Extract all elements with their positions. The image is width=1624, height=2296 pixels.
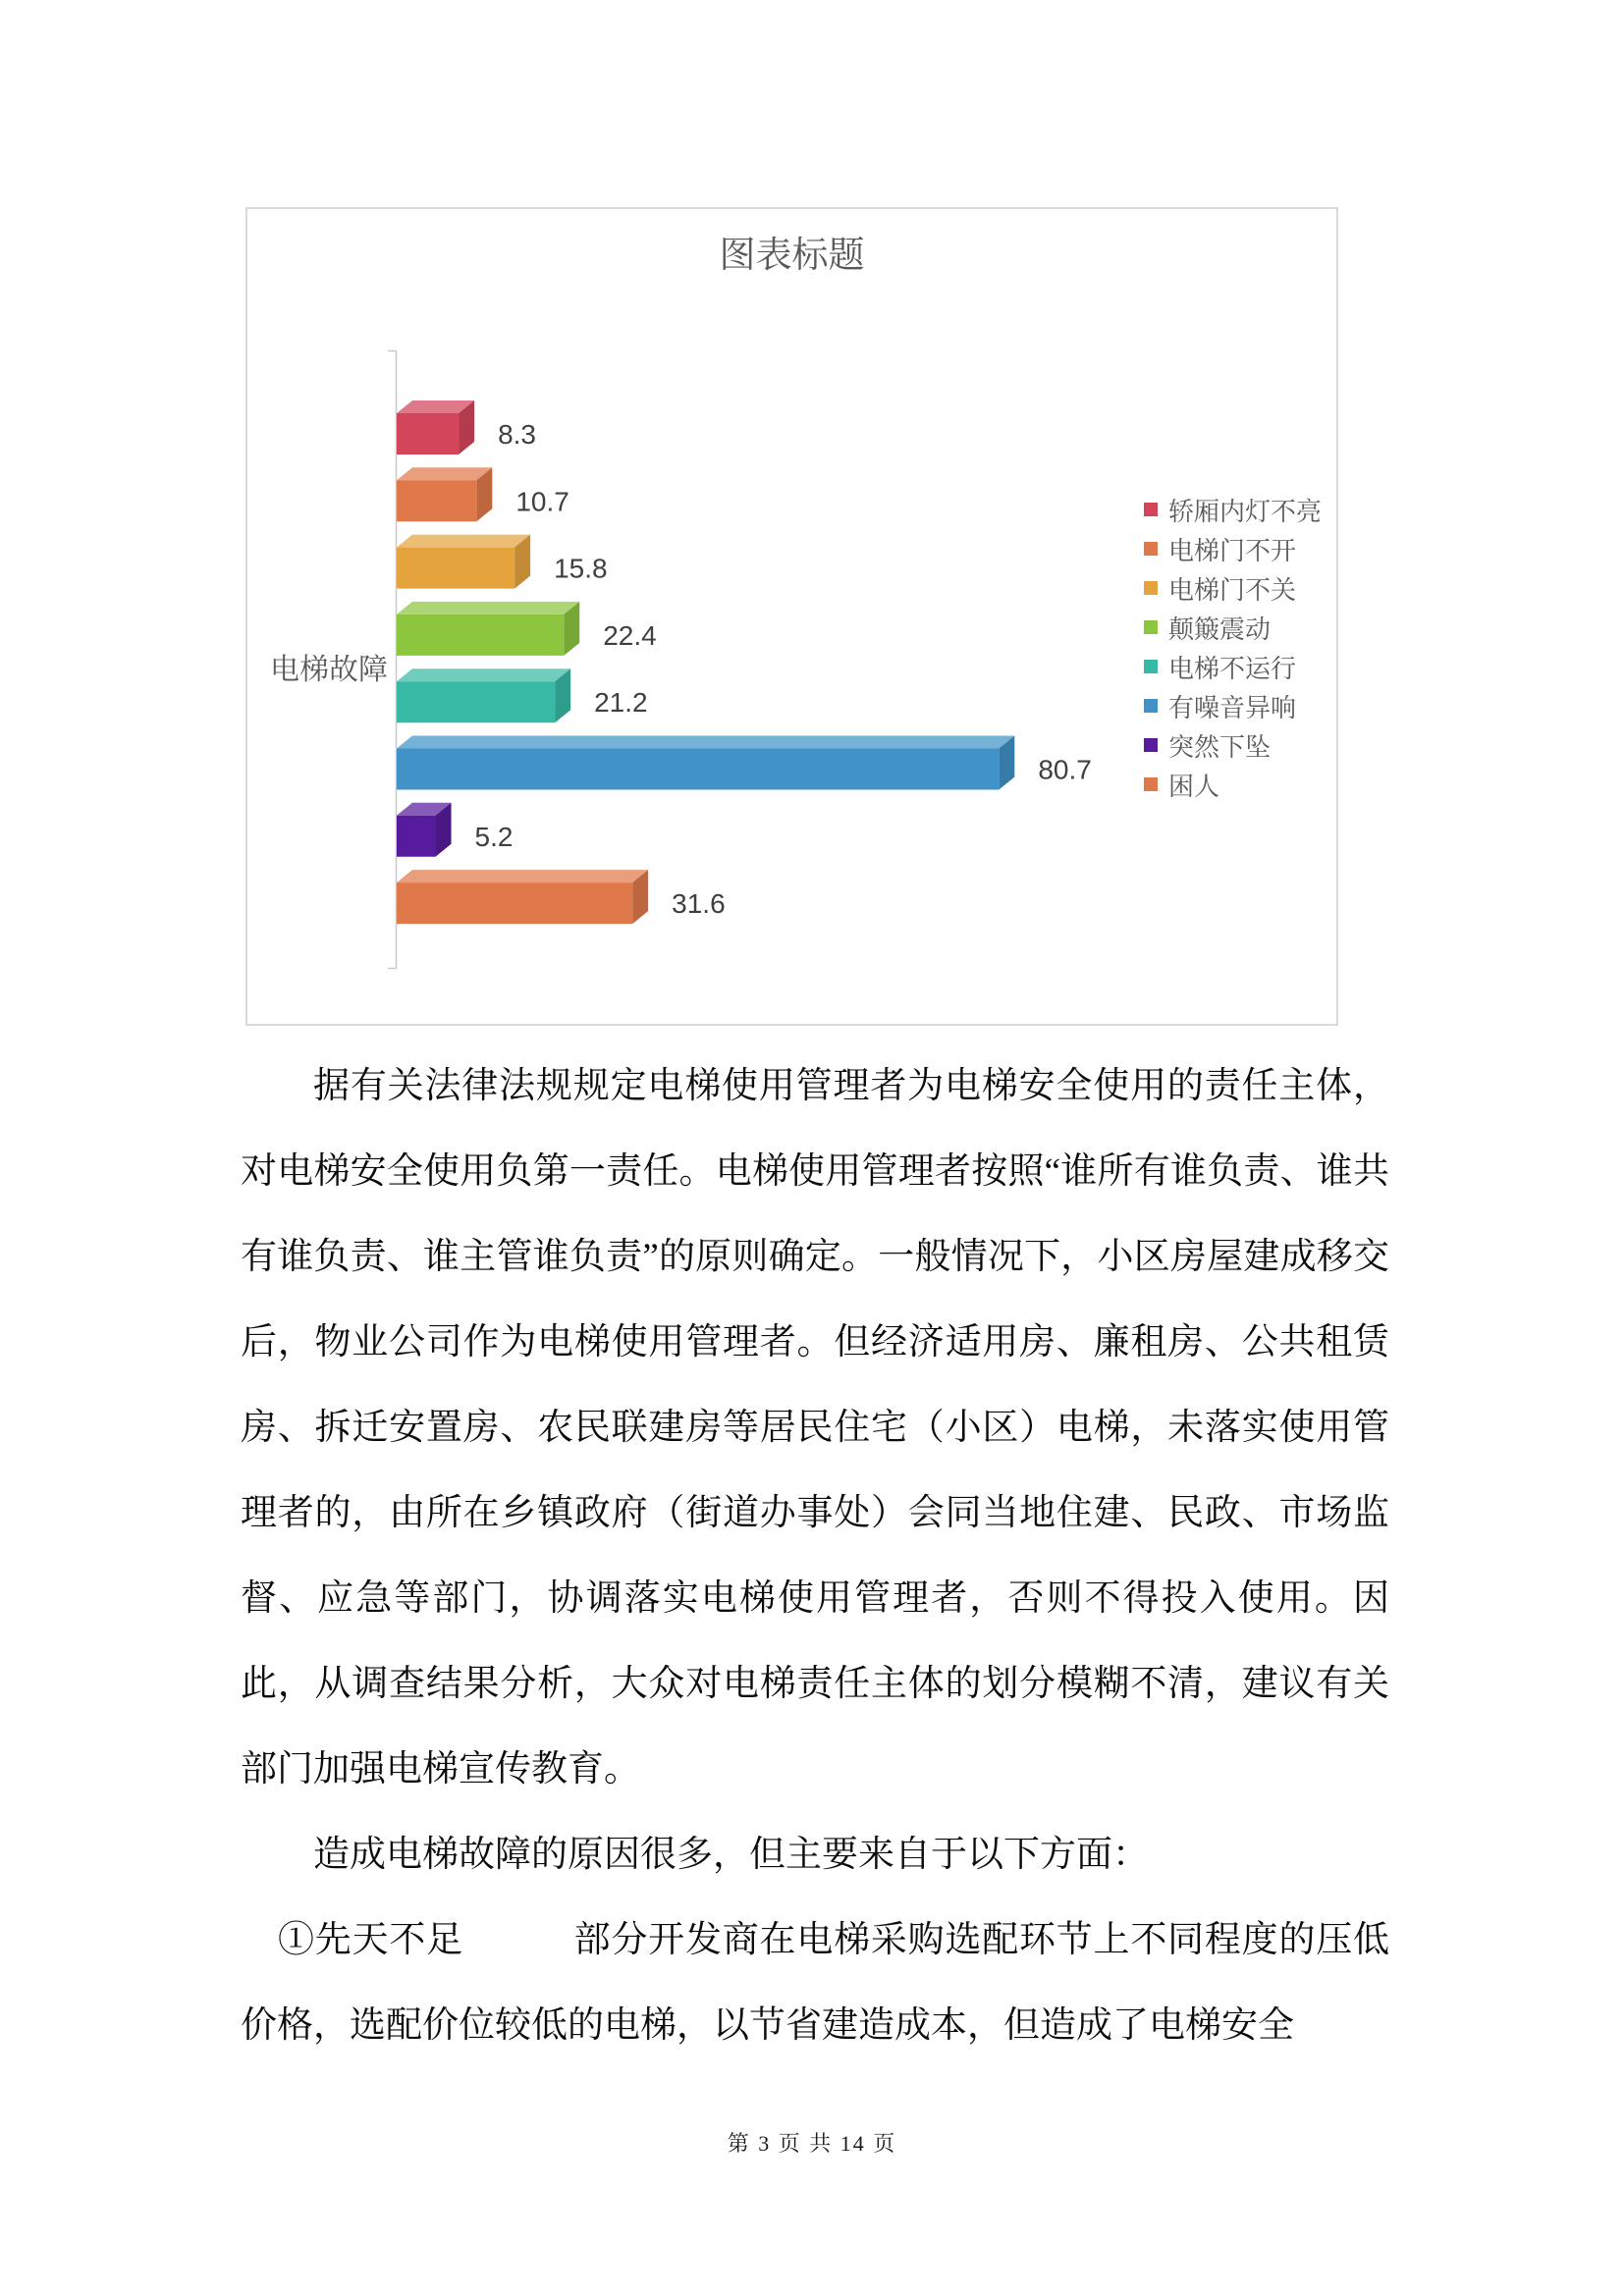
legend-label: 电梯门不关 — [1168, 574, 1297, 605]
bar-top-face — [397, 467, 492, 480]
paragraph: 造成电梯故障的原因很多，但主要来自于以下方面： — [313, 1835, 1149, 1875]
legend-item — [1144, 529, 1322, 568]
bar-value-label: 15.8 — [554, 553, 608, 584]
legend-item — [1144, 568, 1322, 608]
paragraph — [241, 1897, 1389, 2068]
list-item-label: ①先天不足 — [278, 1920, 463, 1960]
bar-top-face — [397, 668, 570, 681]
legend-label: 有噪音异响 — [1168, 692, 1297, 722]
embedded-bar-chart[interactable] — [245, 207, 1338, 1026]
legend-item — [1144, 608, 1322, 647]
legend-label: 颠簸震动 — [1168, 614, 1272, 644]
bar-top-face — [397, 736, 1014, 749]
legend-item — [1144, 686, 1322, 725]
bar-front-face — [397, 413, 459, 454]
bar-value-label: 5.2 — [474, 821, 514, 852]
legend-color-swatch — [1144, 699, 1158, 713]
legend-item — [1144, 765, 1322, 804]
legend-color-swatch — [1144, 777, 1158, 791]
bar-value-label: 80.7 — [1038, 754, 1092, 785]
bar-top-face — [397, 535, 530, 548]
legend-label: 困人 — [1168, 771, 1220, 801]
bar-top-face — [397, 870, 648, 882]
body-text — [241, 1043, 1389, 2068]
paragraph: 据有关法律法规规定电梯使用管理者为电梯安全使用的责任主体，对电梯安全使用负第一责任。电梯使用管理者按照“谁所有谁负责、谁共有谁负责、谁主管谁负责”的原则确定。一般情况下，小区房屋建成移交后，物业公司作为电梯使用管理者。但经济适用房、廉租房、公共租赁房、拆迁安置房、农民联建房等居民住宅（小区）电梯，未落实使用管理者的，由所在乡镇政府（街道办事处）会同当地住建、民政、市场监督、应急等部门，协调落实电梯使用管理者，否则不得投入使用。因此，从调查结果分析，大众对电梯责任主体的划分模糊不清，建议有关部门加强电梯宣传教育。 — [241, 1066, 1389, 1789]
bar-value-label: 10.7 — [515, 486, 569, 517]
legend-color-swatch — [1144, 503, 1158, 516]
legend-label: 电梯不运行 — [1168, 653, 1297, 683]
legend-item — [1144, 490, 1322, 529]
bar-front-face — [397, 614, 564, 656]
chart-title: 图表标题 — [719, 235, 865, 275]
legend-label: 轿厢内灯不亮 — [1168, 496, 1323, 526]
legend-color-swatch — [1144, 581, 1158, 595]
bar-value-label: 21.2 — [594, 687, 648, 719]
legend-color-swatch — [1144, 542, 1158, 556]
bar-front-face — [397, 882, 632, 924]
bar-front-face — [397, 548, 514, 589]
legend-label: 突然下坠 — [1168, 731, 1272, 762]
chart-legend — [1144, 490, 1322, 804]
bar-front-face — [397, 816, 436, 857]
category-axis-label: 电梯故障 — [270, 654, 388, 686]
bar-value-label: 31.6 — [672, 888, 726, 920]
bar-top-face — [397, 602, 579, 614]
legend-item — [1144, 725, 1322, 765]
legend-color-swatch — [1144, 738, 1158, 752]
bars-group — [397, 400, 1092, 924]
bar-front-face — [397, 749, 999, 790]
bar-value-label: 8.3 — [498, 419, 537, 450]
legend-color-swatch — [1144, 620, 1158, 634]
legend-item — [1144, 647, 1322, 686]
legend-color-swatch — [1144, 660, 1158, 673]
list-item-text: 部分开发商在电梯采购选配环节上不同程度的压低价格，选配价位较低的电梯，以节省建造成本，但造成了电梯安全 — [241, 1920, 1390, 2046]
page-number-footer: 第 3 页 共 14 页 — [727, 2131, 897, 2156]
bar-front-face — [397, 480, 476, 521]
bar-front-face — [397, 681, 555, 722]
bar-value-label: 22.4 — [603, 619, 657, 651]
legend-label: 电梯门不开 — [1168, 535, 1297, 565]
